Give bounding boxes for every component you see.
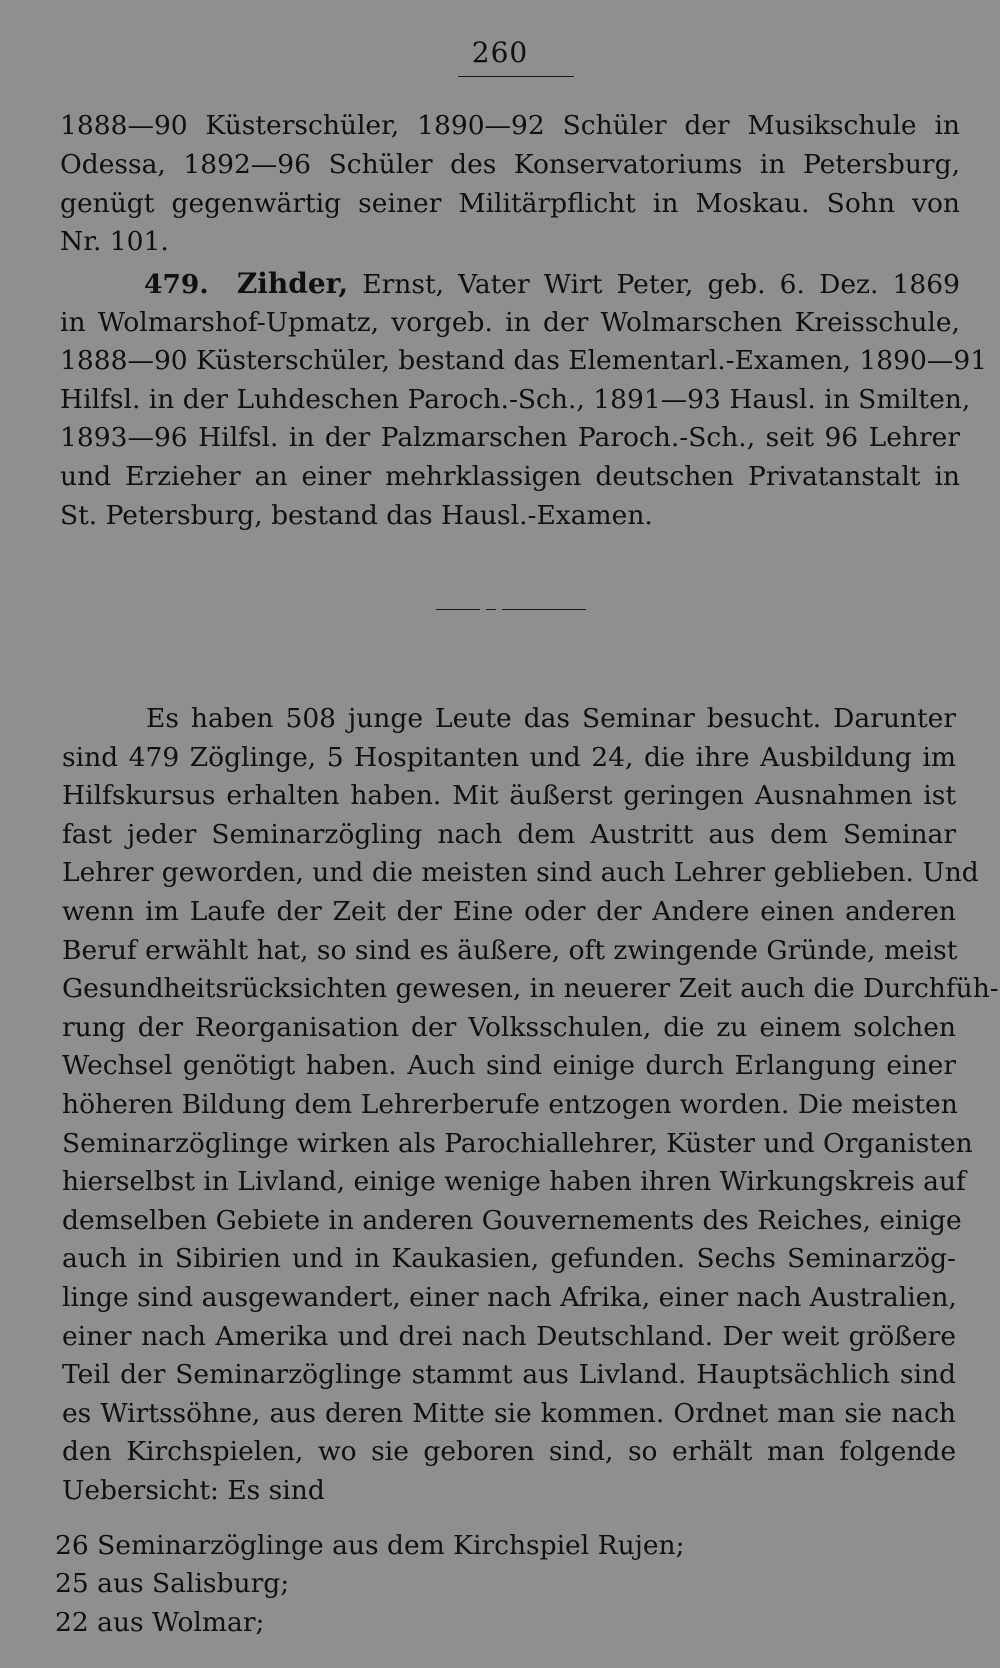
text-line: einer nach Amerika und drei nach Deutschland. Der weit größere <box>62 1320 956 1352</box>
text-line: Seminarzöglinge wirken als Parochiallehrer, Küster und Organisten <box>62 1127 973 1159</box>
text-line: Beruf erwählt hat, so sind es äußere, oft zwingende Gründe, meist <box>62 934 958 966</box>
text-line: Nr. 101. <box>60 226 169 258</box>
text-line: Hilfsl. in der Luhdeschen Paroch.-Sch., 1891—93 Hausl. in Smilten, <box>60 383 971 415</box>
text-line: auch in Sibirien und in Kaukasien, gefunden. Sechs Seminarzög- <box>62 1243 956 1275</box>
summary-paragraph <box>62 700 999 1510</box>
text-line: rung der Reorganisation der Volksschulen, die zu einem solchen <box>62 1011 956 1043</box>
text-line: Es haben 508 junge Leute das Seminar besucht. Darunter <box>146 703 956 734</box>
entry-heading-line <box>60 265 960 304</box>
text-line: 1888—90 Küsterschüler, 1890—92 Schüler der Musikschule in <box>60 110 960 141</box>
text-line: den Kirchspielen, wo sie geboren sind, so erhält man folgende <box>62 1436 956 1468</box>
text-line: fast jeder Seminarzögling nach dem Austritt aus dem Seminar <box>62 818 956 850</box>
entry-heading-rest: Ernst, Vater Wirt Peter, geb. 6. Dez. 1869 <box>362 269 960 300</box>
separator-segment <box>436 609 480 610</box>
text-line: demselben Gebiete in anderen Gouvernements des Reiches, einige <box>62 1204 962 1236</box>
text-line: Gesundheitsrücksichten gewesen, in neuerer Zeit auch die Durchfüh- <box>62 973 999 1005</box>
text-line: und Erzieher an einer mehrklassigen deutschen Privatanstalt in <box>60 460 960 492</box>
entry-479 <box>60 265 988 535</box>
list-item: 22 aus Wolmar; <box>55 1606 265 1638</box>
text-line: wenn im Laufe der Zeit der Eine oder der Andere einen anderen <box>62 895 956 927</box>
list-item: 25 aus Salisburg; <box>55 1568 290 1600</box>
entry-number: 479. <box>144 269 209 300</box>
text-line: es Wirtssöhne, aus deren Mitte sie kommen. Ordnet man sie nach <box>62 1397 956 1429</box>
text-line: Wechsel genötigt haben. Auch sind einige durch Erlangung einer <box>62 1050 956 1082</box>
separator-segment <box>486 609 496 610</box>
text-line: höheren Bildung dem Lehrerberufe entzogen worden. Die meisten <box>62 1088 958 1120</box>
text-line: 1888—90 Küsterschüler, bestand das Elementarl.-Examen, 1890—91 <box>60 345 988 377</box>
page-number-rule <box>458 76 574 77</box>
continuation-paragraph <box>60 107 960 262</box>
text-line: Hilfskursus erhalten haben. Mit äußerst geringen Ausnahmen ist <box>62 780 956 812</box>
kirchspiel-list <box>55 1527 755 1642</box>
text-line: 1893—96 Hilfsl. in der Palzmarschen Paroch.-Sch., seit 96 Lehrer <box>60 422 960 454</box>
text-line: Teil der Seminarzöglinge stammt aus Livland. Hauptsächlich sind <box>62 1359 956 1391</box>
text-line: genügt gegenwärtig seiner Militärpflicht in Moskau. Sohn von <box>60 187 960 219</box>
text-line: in Wolmarshof-Upmatz, vorgeb. in der Wolmarschen Kreisschule, <box>60 306 960 338</box>
text-line: Lehrer geworden, und die meisten sind auch Lehrer geblieben. Und <box>62 857 979 889</box>
page-number: 260 <box>471 36 529 69</box>
text-line: Uebersicht: Es sind <box>62 1474 325 1506</box>
separator-segment <box>502 609 586 610</box>
text-line: St. Petersburg, bestand das Hausl.-Examen. <box>60 499 653 531</box>
text-line: hierselbst in Livland, einige wenige haben ihren Wirkungskreis auf <box>62 1166 966 1198</box>
text-line: Odessa, 1892—96 Schüler des Konservatoriums in Petersburg, <box>60 148 960 180</box>
text-line: linge sind ausgewandert, einer nach Afrika, einer nach Australien, <box>62 1281 957 1313</box>
text-line: sind 479 Zöglinge, 5 Hospitanten und 24, die ihre Ausbildung im <box>62 741 956 773</box>
entry-name: Zihder, <box>236 267 349 300</box>
list-item: 26 Seminarzöglinge aus dem Kirchspiel Rujen; <box>55 1530 685 1561</box>
